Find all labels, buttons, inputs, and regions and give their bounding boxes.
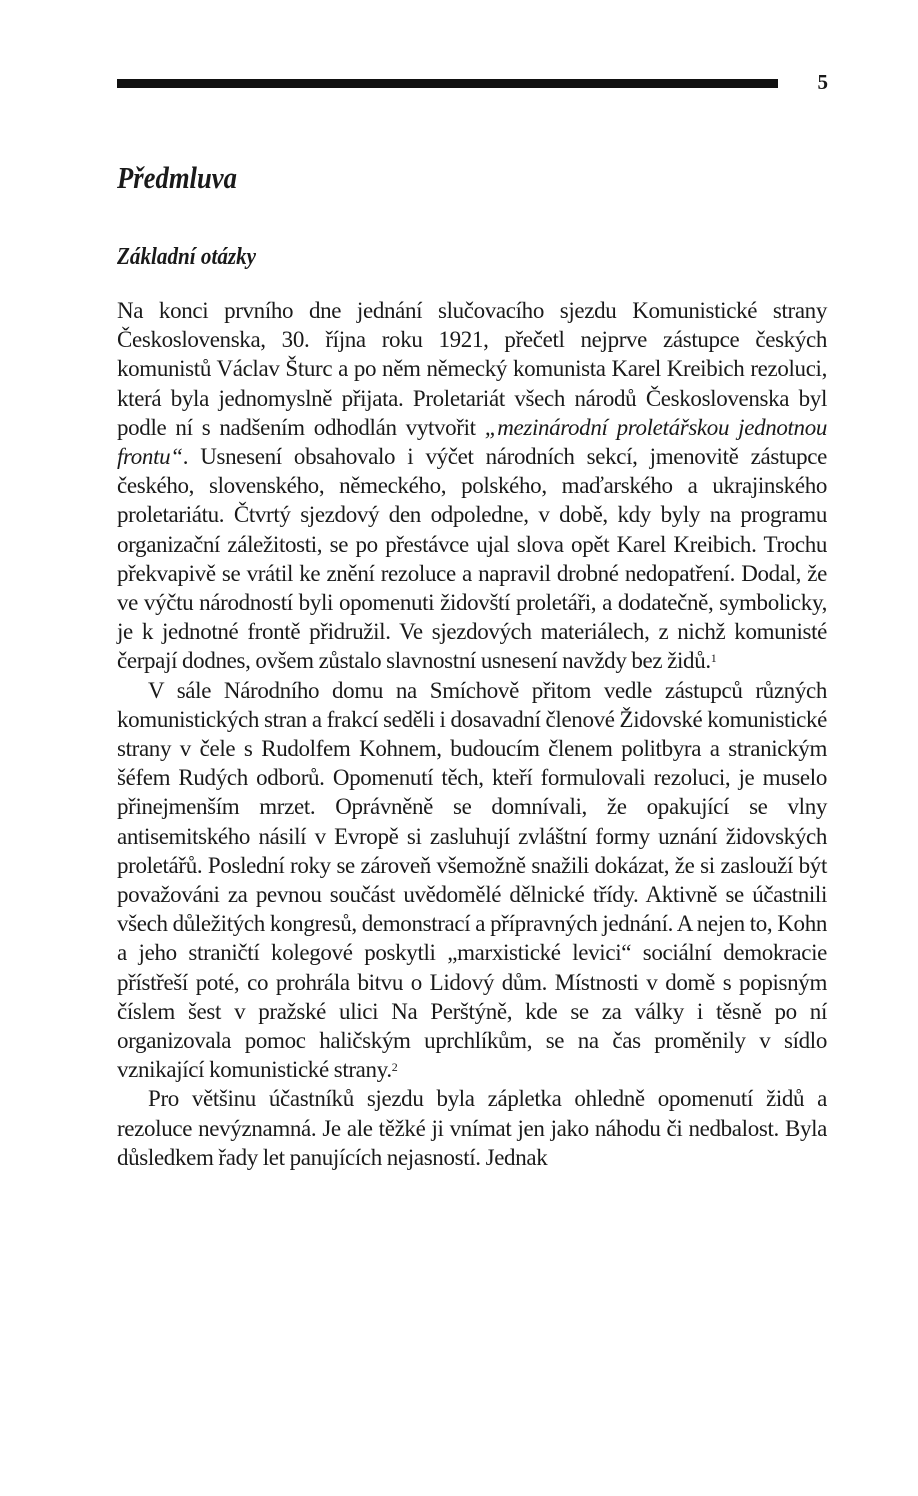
paragraph-3 [117,1084,827,1172]
chapter-title: Předmluva [117,160,237,195]
paragraph-1 [117,296,827,676]
footnote-ref-1[interactable]: 1 [710,651,717,666]
header-rule [117,79,778,88]
quoted-phrase: „mezinárodní proletářskou jednotnou frontu“ [117,414,828,470]
paragraph-1-text-cont: . Usnesení obsahovalo i výčet národních sekcí, jmenovitě zástupce českého, slovenského, německého, polského, maďarského a ukrajinského proletariátu. Čtvrtý sjezdový den odpoledne, v době, kdy byly na programu organizační záležitosti, se po přestávce ujal slova opět Karel Kreibich. Trochu překvapivě se vrátil ke znění rezoluce a napravil drobné nedopatření. Dodal, že ve výčtu národností byli opomenuti židovští proletáři, a dodatečně, symbolicky, je k jednotné frontě přidružil. Ve sjezdových materiálech, z nichž komunisté čerpají dodnes, ovšem zůstalo slavnostní usnesení navždy bez židů. [117,444,827,674]
section-heading: Základní otázky [117,244,257,270]
page-number: 5 [817,70,828,94]
paragraph-3-text: Pro většinu účastníků sjezdu byla zápletka ohledně opomenutí židů a rezoluce nevýznamná. Je ale těžké ji vnímat jen jako náhodu či nedbalost. Byla důsledkem řady let panujících nejasností. Jednak [117,1086,827,1170]
body-text [117,296,827,1172]
footnote-ref-2[interactable]: 2 [391,1060,398,1075]
paragraph-2 [117,676,827,1085]
paragraph-2-text: V sále Národního domu na Smíchově přitom vedle zástupců různých komunistických stran a frakcí seděli i dosavadní členové Židovské komunistické strany v čele s Rudolfem Kohnem, budoucím členem politbyra a stranickým šéfem Rudých odborů. Opomenutí těch, kteří formulovali rezoluci, je muselo přinejmenším mrzet. Oprávněně se domnívali, že opakující se vlny antisemitského násilí v Evropě si zasluhují zvláštní formy uznání židovských proletářů. Poslední roky se zároveň všemožně snažili dokázat, že si zaslouží být považováni za pevnou součást uvědomělé dělnické třídy. Aktivně se účastnili všech důležitých kongresů, demonstrací a přípravných jednání. A nejen to, Kohn a jeho straničtí kolegové poskytli „marxistické levici“ sociální demokracie přístřeší poté, co prohrála bitvu o Lidový dům. Místnosti v domě s popisným číslem šest v pražské ulici Na Perštýně, kde se za války i těsně po ní organizovala pomoc haličským uprchlíkům, se na čas proměnily v sídlo vznikající komunistické strany. [117,677,827,1083]
paragraph-1-text: Na konci prvního dne jednání slučovacího sjezdu Komunistické strany Československa, 30. října roku 1921, přečetl nejprve zástupce českých komunistů Václav Šturc a po něm německý komunista Karel Kreibich rezoluci, která byla jednomyslně přijata. Proletariát všech národů Československa byl podle ní s nadšením odhodlán vytvořit [117,298,827,440]
